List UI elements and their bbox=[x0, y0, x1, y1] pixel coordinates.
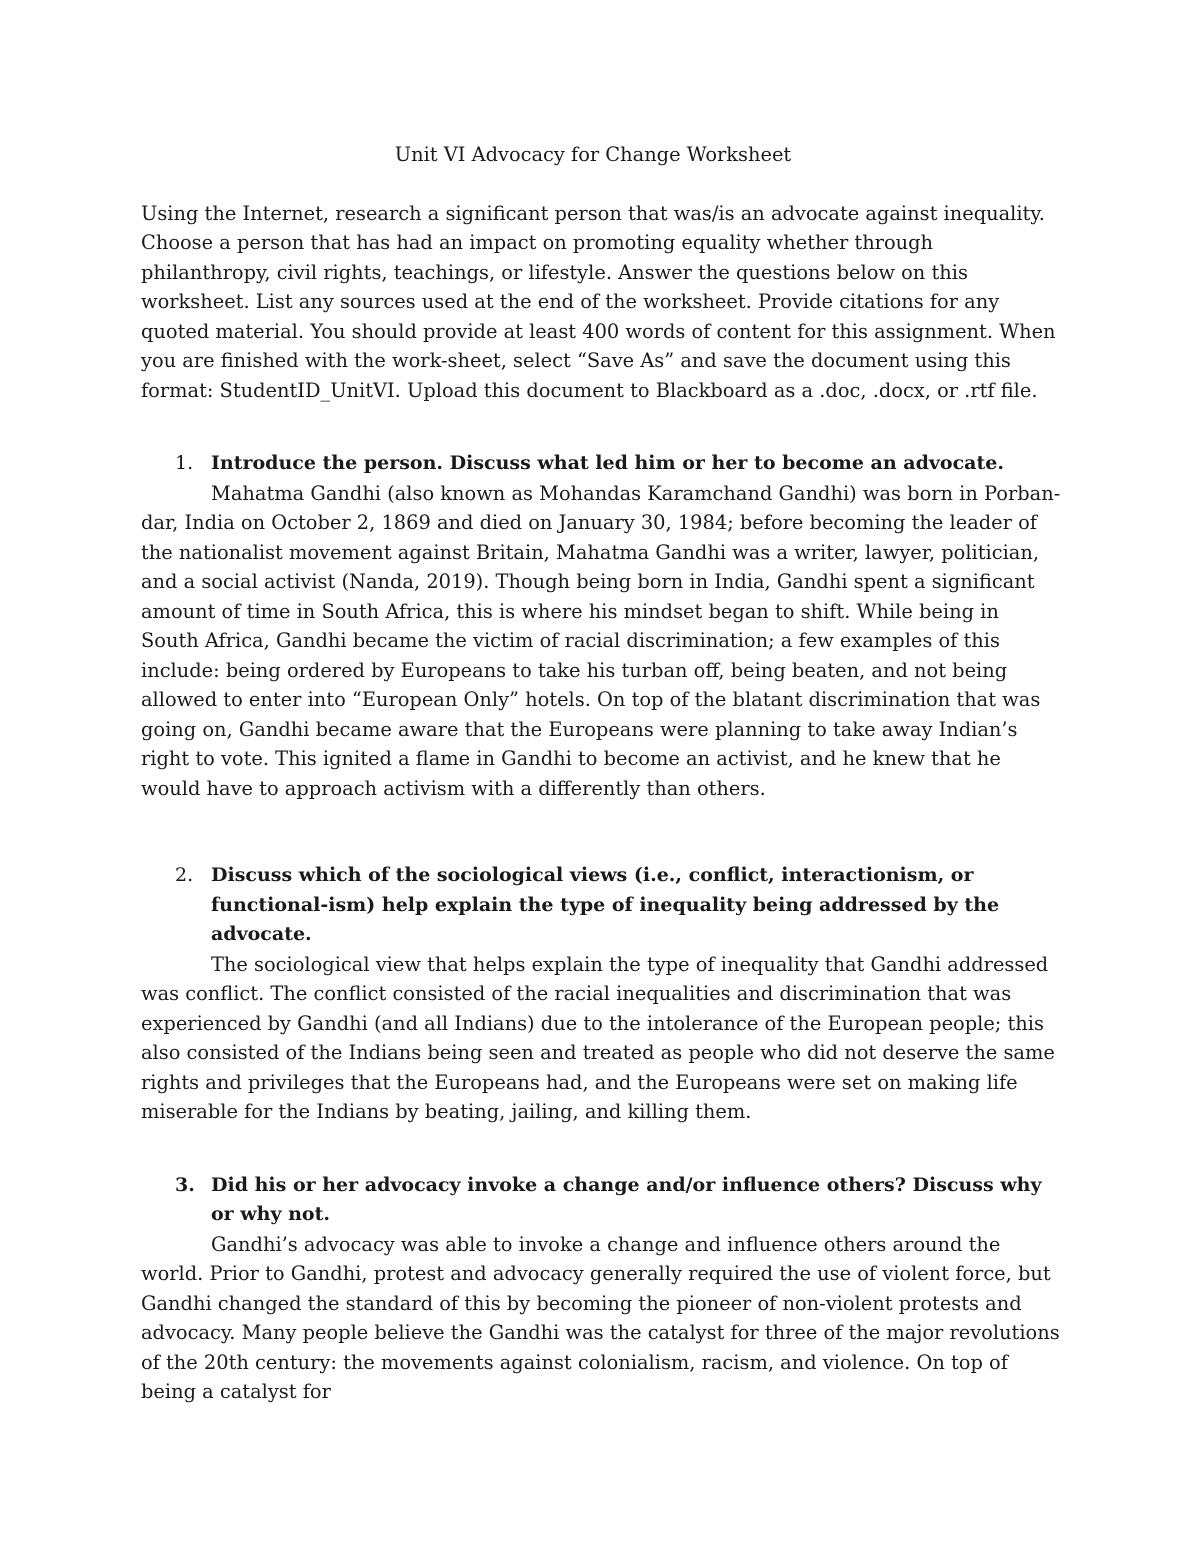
spacer bbox=[141, 1127, 1061, 1171]
question-1 bbox=[141, 449, 1061, 479]
answer-2: The sociological view that helps explain the type of inequality that Gandhi addressed was conflict. The conflict consisted of the racial inequalities and discrimination that was experienced by Gandhi (and all Indians) due to the intolerance of the European people; this also consisted of the Indians being seen and treated as people who did not deserve the same rights and privileges that the Europeans had, and the Europeans were set on making life miserable for the Indians by beating, jailing, and killing them. bbox=[141, 952, 1055, 1123]
instructions-paragraph: Using the Internet, research a significant person that was/is an advocate against inequality. Choose a person that has had an impact on promoting equality whether through philanthropy, civil rights, teachings, or lifestyle. Answer the questions below on this worksheet. List any sources used at the end of the worksheet. Provide citations for any quoted material. You should provide at least 400 words of content for this assignment. When you are finished with the work-sheet, select “Save As” and save the document using this format: StudentID_UnitVI. Upload this document to Blackboard as a .doc, .docx, or .rtf file. bbox=[141, 201, 1056, 402]
spacer bbox=[141, 803, 1061, 861]
spacer bbox=[141, 405, 1061, 449]
question-3 bbox=[141, 1171, 1061, 1230]
question-number: 1. bbox=[175, 452, 194, 474]
question-number: 3. bbox=[175, 1173, 195, 1196]
answer-1: Mahatma Gandhi (also known as Mohandas Karamchand Gandhi) was born in Porban-dar, India on October 2, 1869 and died on January 30, 1984; before becoming the leader of the nationalist movement against Britain, Mahatma Gandhi was a writer, lawyer, politician, and a social activist (Nanda, 2019). Though being born in India, Gandhi spent a significant amount of time in South Africa, this is where his mindset began to shift. While being in South Africa, Gandhi became the victim of racial discrimination; a few examples of this include: being ordered by Europeans to take his turban off, being beaten, and not being allowed to enter into “European Only” hotels. On top of the blatant discrimination that was going on, Gandhi became aware that the Europeans were planning to take away Indian’s right to vote. This ignited a flame in Gandhi to become an activist, and he knew that he would have to approach activism with a differently than others. bbox=[141, 481, 1061, 800]
question-text: Did his or her advocacy invoke a change and/or influence others? Discuss why or why not. bbox=[211, 1173, 1042, 1225]
answer-3: Gandhi’s advocacy was able to invoke a change and influence others around the world. Prior to Gandhi, protest and advocacy generally required the use of violent force, but Gandhi changed the standard of this by becoming the pioneer of non-violent protests and advocacy. Many people believe the Gandhi was the catalyst for three of the major revolutions of the 20th century: the movements against colonialism, racism, and violence. On top of being a catalyst for bbox=[141, 1232, 1060, 1403]
question-number: 2. bbox=[175, 864, 194, 886]
document-body bbox=[141, 140, 1061, 1407]
page-title: Unit VI Advocacy for Change Worksheet bbox=[394, 143, 792, 166]
question-text: Discuss which of the sociological views (i.e., conflict, interactionism, or functional-ism) help explain the type of inequality being addressed by the advocate. bbox=[211, 864, 1000, 945]
question-2 bbox=[141, 861, 1061, 950]
question-text: Introduce the person. Discuss what led him or her to become an advocate. bbox=[211, 452, 1004, 474]
